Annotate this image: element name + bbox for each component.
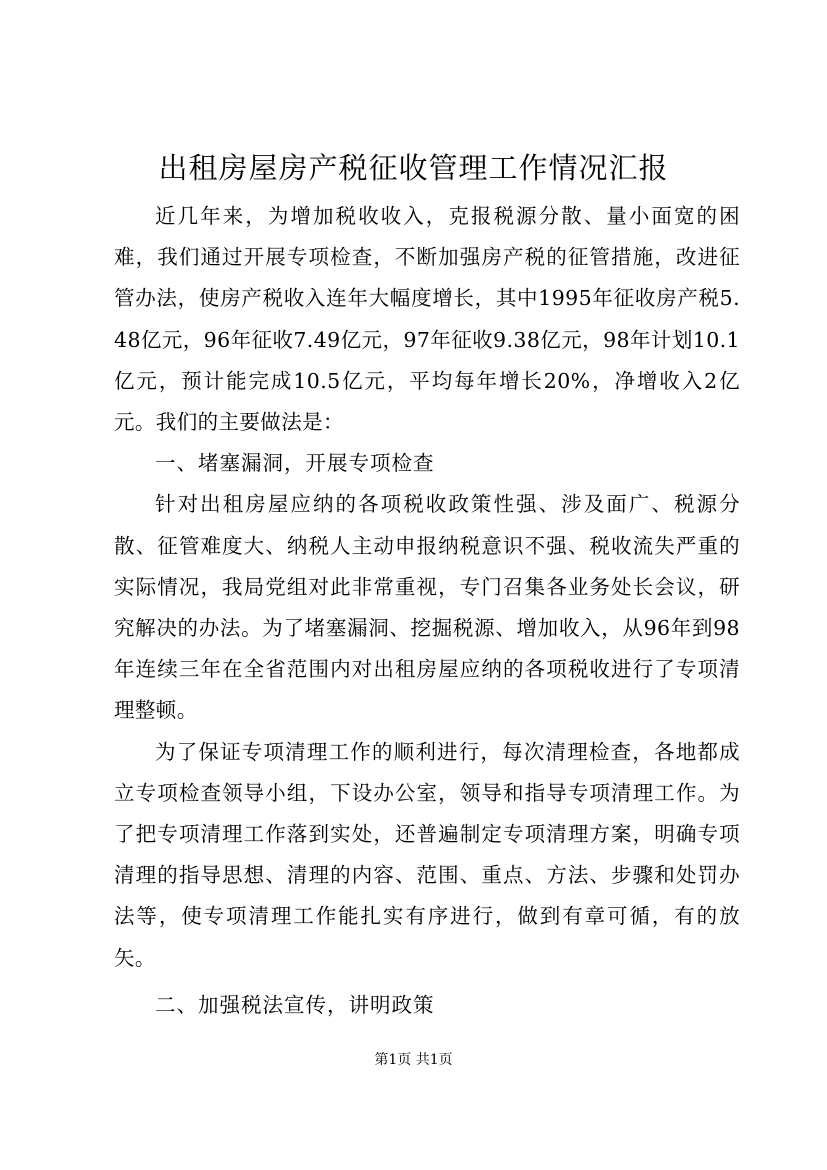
paragraph-section-1: 针对出租房屋应纳的各项税收政策性强、涉及面广、税源分散、征管难度大、纳税人主动申报纳税意识不强、税收流失严重的实际情况，我局党组对此非常重视，专门召集各业务处长会议，研究解决的办法。为了堵塞漏洞、挖掘税源、增加收入，从96年到98年连续三年在全省范围内对出租房屋应纳的各项税收进行了专项清理整顿。 [114,492,740,723]
section-heading-1: 一、堵塞漏洞，开展专项检查 [155,451,435,476]
document-title: 出租房屋房产税征收管理工作情况汇报 [158,151,669,185]
paragraph-section-1-cont: 为了保证专项清理工作的顺利进行，每次清理检查，各地都成立专项检查领导小组，下设办公室，领导和指导专项清理工作。为了把专项清理工作落到实处，还普遍制定专项清理方案，明确专项清理的指导思想、清理的内容、范围、重点、方法、步骤和处罚办法等，使专项清理工作能扎实有序进行，做到有章可循，有的放矢。 [114,739,740,970]
section-heading-2: 二、加强税法宣传，讲明政策 [155,992,435,1017]
document-body [114,196,740,1026]
paragraph-intro: 近几年来，为增加税收收入，克报税源分散、量小面宽的困难，我们通过开展专项检查，不断加强房产税的征管措施，改进征管办法，使房产税收入连年大幅度增长，其中1995年征收房产税5.48亿元，96年征收7.49亿元，97年征收9.38亿元，98年计划10.1亿元，预计能完成10.5亿元，平均每年增长20%，净增收入2亿元。我们的主要做法是： [114,204,740,435]
page-number-footer: 第1页 共1页 [374,1052,453,1068]
